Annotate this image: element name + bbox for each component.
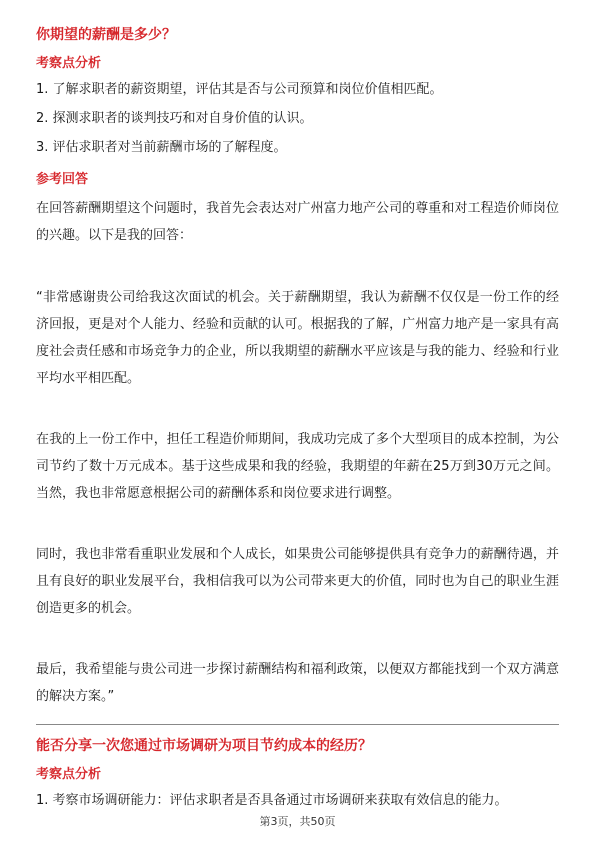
analysis-item: 3. 评估求职者对当前薪酬市场的了解程度。 <box>36 140 287 155</box>
analysis-heading: 考察点分析 <box>36 767 102 782</box>
analysis-item: 1. 考察市场调研能力：评估求职者是否具备通过市场调研来获取有效信息的能力。 <box>36 793 508 808</box>
answer-paragraph: 在我的上一份工作中，担任工程造价师期间，我成功完成了多个大型项目的成本控制，为公司节约了数十万元成本。基于这些成果和我的经验，我期望的年薪在25万到30万元之间。当然，我也非常愿意根据公司的薪酬体系和岗位要求进行调整。 <box>36 432 559 501</box>
answer-paragraph: “非常感谢贵公司给我这次面试的机会。关于薪酬期望，我认为薪酬不仅仅是一份工作的经济回报，更是对个人能力、经验和贡献的认可。根据我的了解，广州富力地产是一家具有高度社会责任感和市场竞争力的企业，所以我期望的薪酬水平应该是与我的能力、经验和行业平均水平相匹配。 <box>36 290 559 386</box>
question-title: 你期望的薪酬是多少？ <box>36 27 176 43</box>
answer-heading: 参考回答 <box>36 172 89 187</box>
analysis-heading: 考察点分析 <box>36 56 102 71</box>
section-divider <box>36 724 559 725</box>
answer-paragraph: 最后，我希望能与贵公司进一步探讨薪酬结构和福利政策，以便双方都能找到一个双方满意的解决方案。” <box>36 662 559 704</box>
answer-paragraph: 同时，我也非常看重职业发展和个人成长，如果贵公司能够提供具有竞争力的薪酬待遇，并且有良好的职业发展平台，我相信我可以为公司带来更大的价值，同时也为自己的职业生涯创造更多的机会。 <box>36 547 559 616</box>
page-indicator: 第3页，共50页 <box>259 815 336 828</box>
question-title: 能否分享一次您通过市场调研为项目节约成本的经历？ <box>36 738 372 754</box>
analysis-item: 1. 了解求职者的薪资期望，评估其是否与公司预算和岗位价值相匹配。 <box>36 82 443 97</box>
analysis-item: 2. 探测求职者的谈判技巧和对自身价值的认识。 <box>36 111 313 126</box>
answer-paragraph: 在回答薪酬期望这个问题时，我首先会表达对广州富力地产公司的尊重和对工程造价师岗位的兴趣。以下是我的回答： <box>36 201 559 243</box>
